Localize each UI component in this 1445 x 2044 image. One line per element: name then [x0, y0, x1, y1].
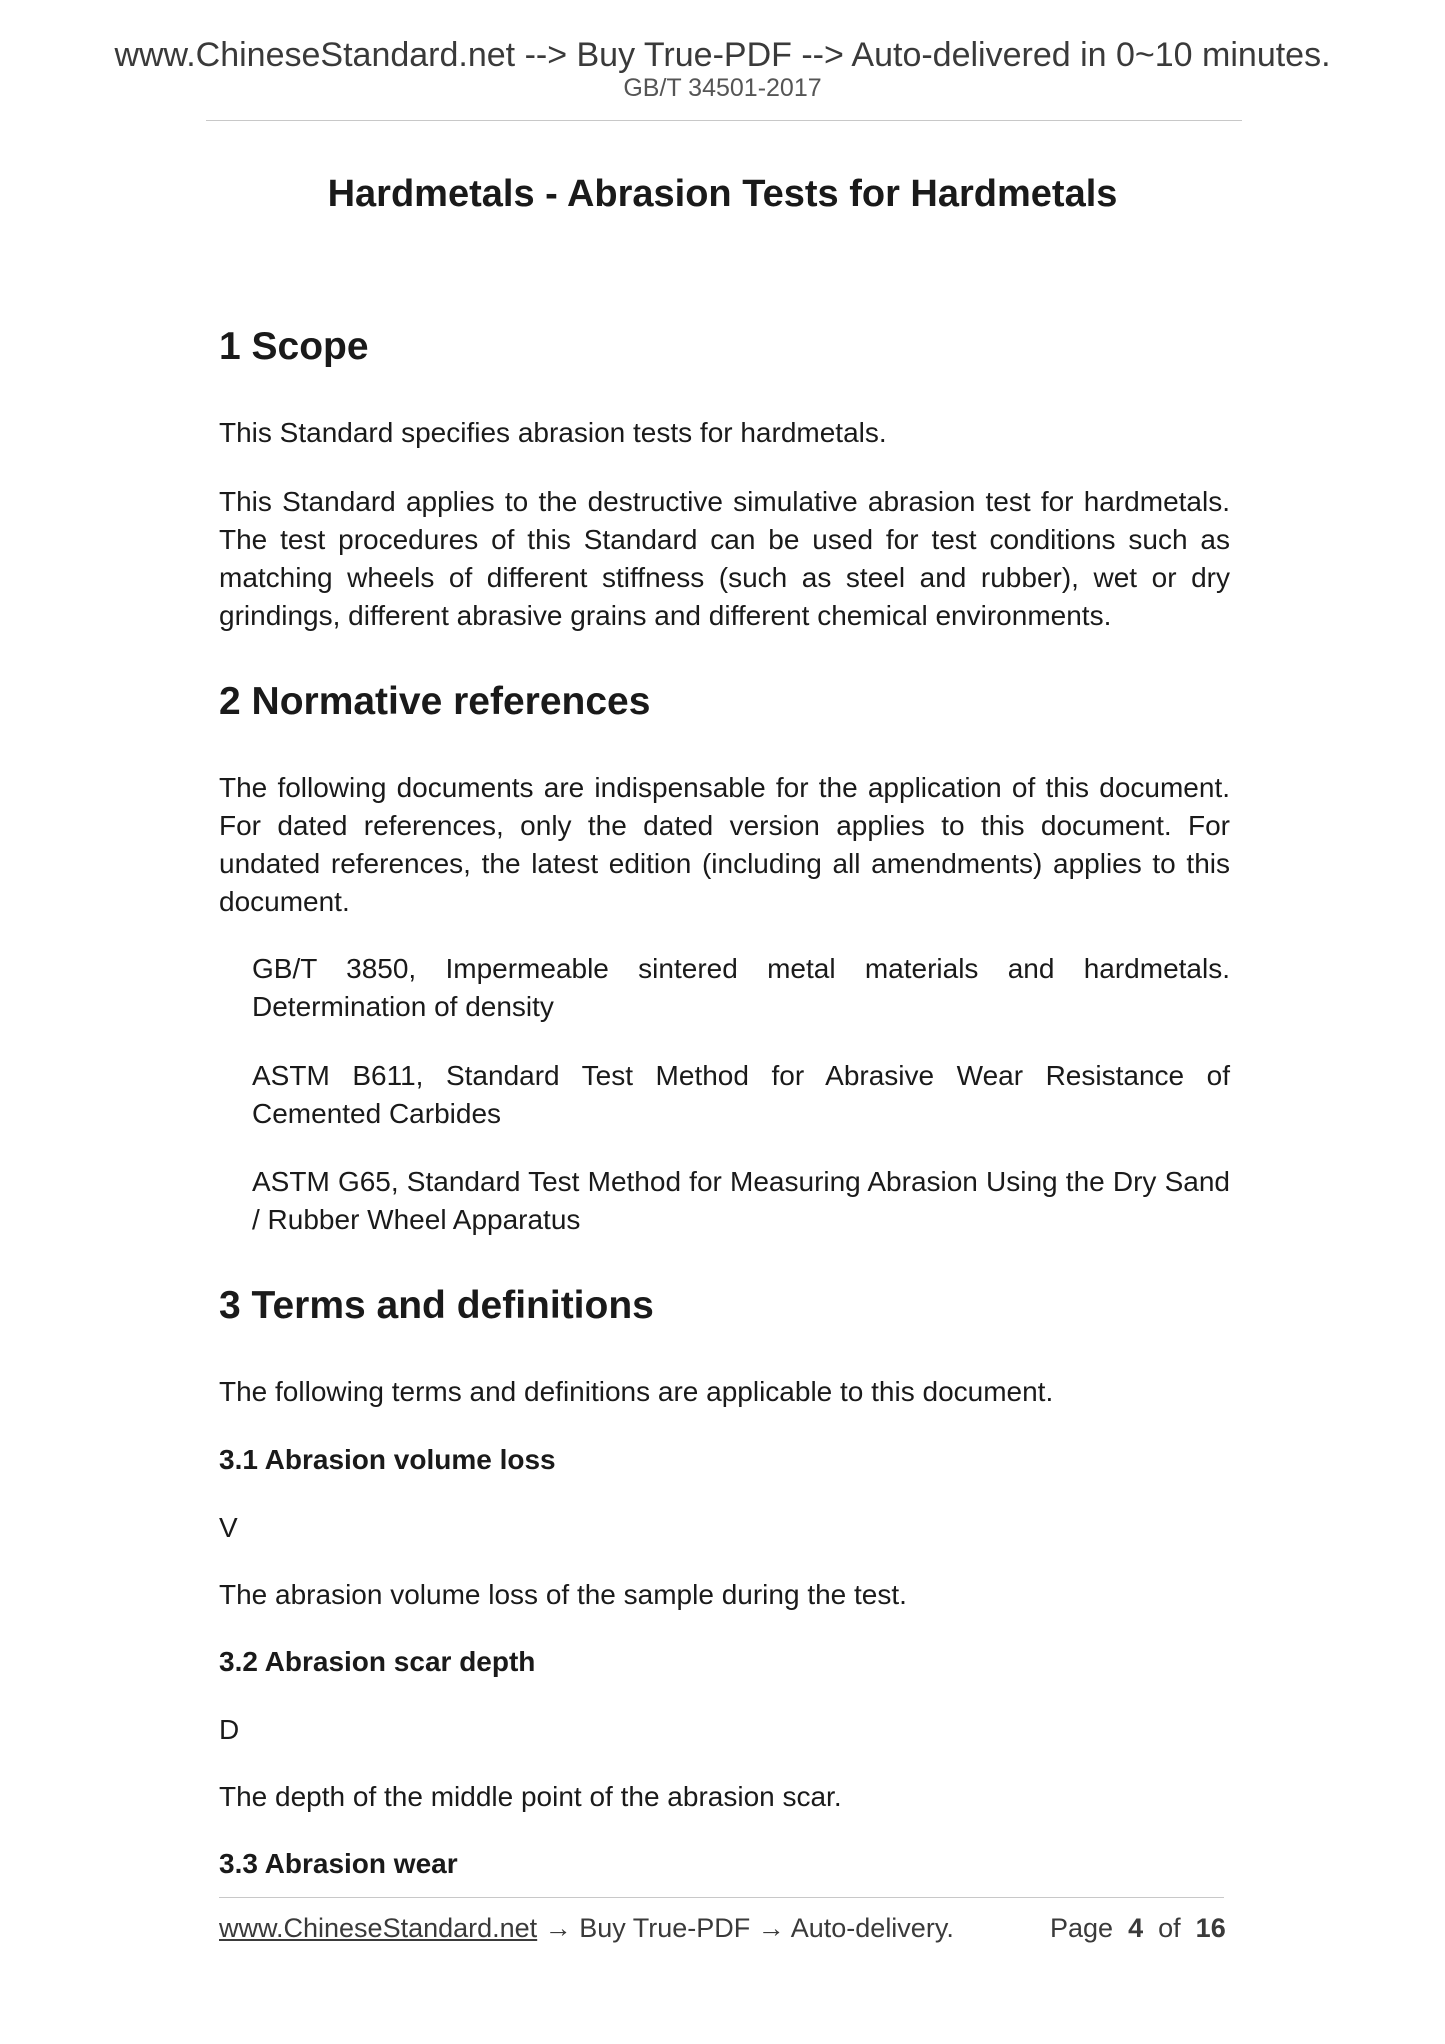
term-definition-3-2: The depth of the middle point of the abrasion scar. [219, 1781, 842, 1812]
section-heading-normative: 2 Normative references [219, 680, 651, 723]
term-heading-3-2: 3.2 Abrasion scar depth [219, 1646, 536, 1677]
term-heading-3-3: 3.3 Abrasion wear [219, 1848, 458, 1879]
page-current: 4 [1128, 1913, 1144, 1943]
page-indicator [1050, 1912, 1226, 1944]
page-total: 16 [1195, 1913, 1226, 1943]
reference-item: ASTM B611, Standard Test Method for Abrasive Wear Resistance of Cemented Carbides [252, 1060, 1230, 1129]
footer-left [219, 1912, 954, 1944]
term-definition-3-1: The abrasion volume loss of the sample during the test. [219, 1579, 907, 1610]
footer-divider [219, 1897, 1224, 1898]
section-heading-terms: 3 Terms and definitions [219, 1284, 654, 1327]
terms-intro: The following terms and definitions are applicable to this document. [219, 1376, 1054, 1407]
term-symbol-d: D [219, 1714, 240, 1745]
page-label: Page [1050, 1913, 1114, 1943]
term-symbol-v: V [219, 1512, 238, 1543]
standard-code: GB/T 34501-2017 [623, 74, 822, 102]
term-heading-3-1: 3.1 Abrasion volume loss [219, 1444, 556, 1475]
reference-item: ASTM G65, Standard Test Method for Measuring Abrasion Using the Dry Sand / Rubber Wheel Apparatus [252, 1166, 1230, 1235]
top-banner: www.ChineseStandard.net --> Buy True-PDF --> Auto-delivered in 0~10 minutes. [114, 36, 1331, 74]
reference-item: GB/T 3850, Impermeable sintered metal materials and hardmetals. Determination of density [252, 953, 1230, 1022]
document-title: Hardmetals - Abrasion Tests for Hardmetals [327, 173, 1118, 215]
header-divider [206, 120, 1242, 121]
section-heading-scope: 1 Scope [219, 325, 369, 368]
footer-tagline: → Buy True-PDF → Auto-delivery. [537, 1913, 954, 1943]
scope-paragraph-2: This Standard applies to the destructive simulative abrasion test for hardmetals. The test procedures of this Standard can be used for test conditions such as matching wheels of different stiffness (such as steel and rubber), wet or dry grindings, different abrasive grains and different chemical environments. [219, 486, 1230, 631]
footer-link[interactable]: www.ChineseStandard.net [219, 1913, 538, 1943]
page-of: of [1158, 1913, 1181, 1943]
normative-intro: The following documents are indispensable for the application of this document. For dated references, only the dated version applies to this document. For undated references, the latest edition (including all amendments) applies to this document. [219, 772, 1230, 917]
scope-paragraph-1: This Standard specifies abrasion tests for hardmetals. [219, 417, 887, 448]
